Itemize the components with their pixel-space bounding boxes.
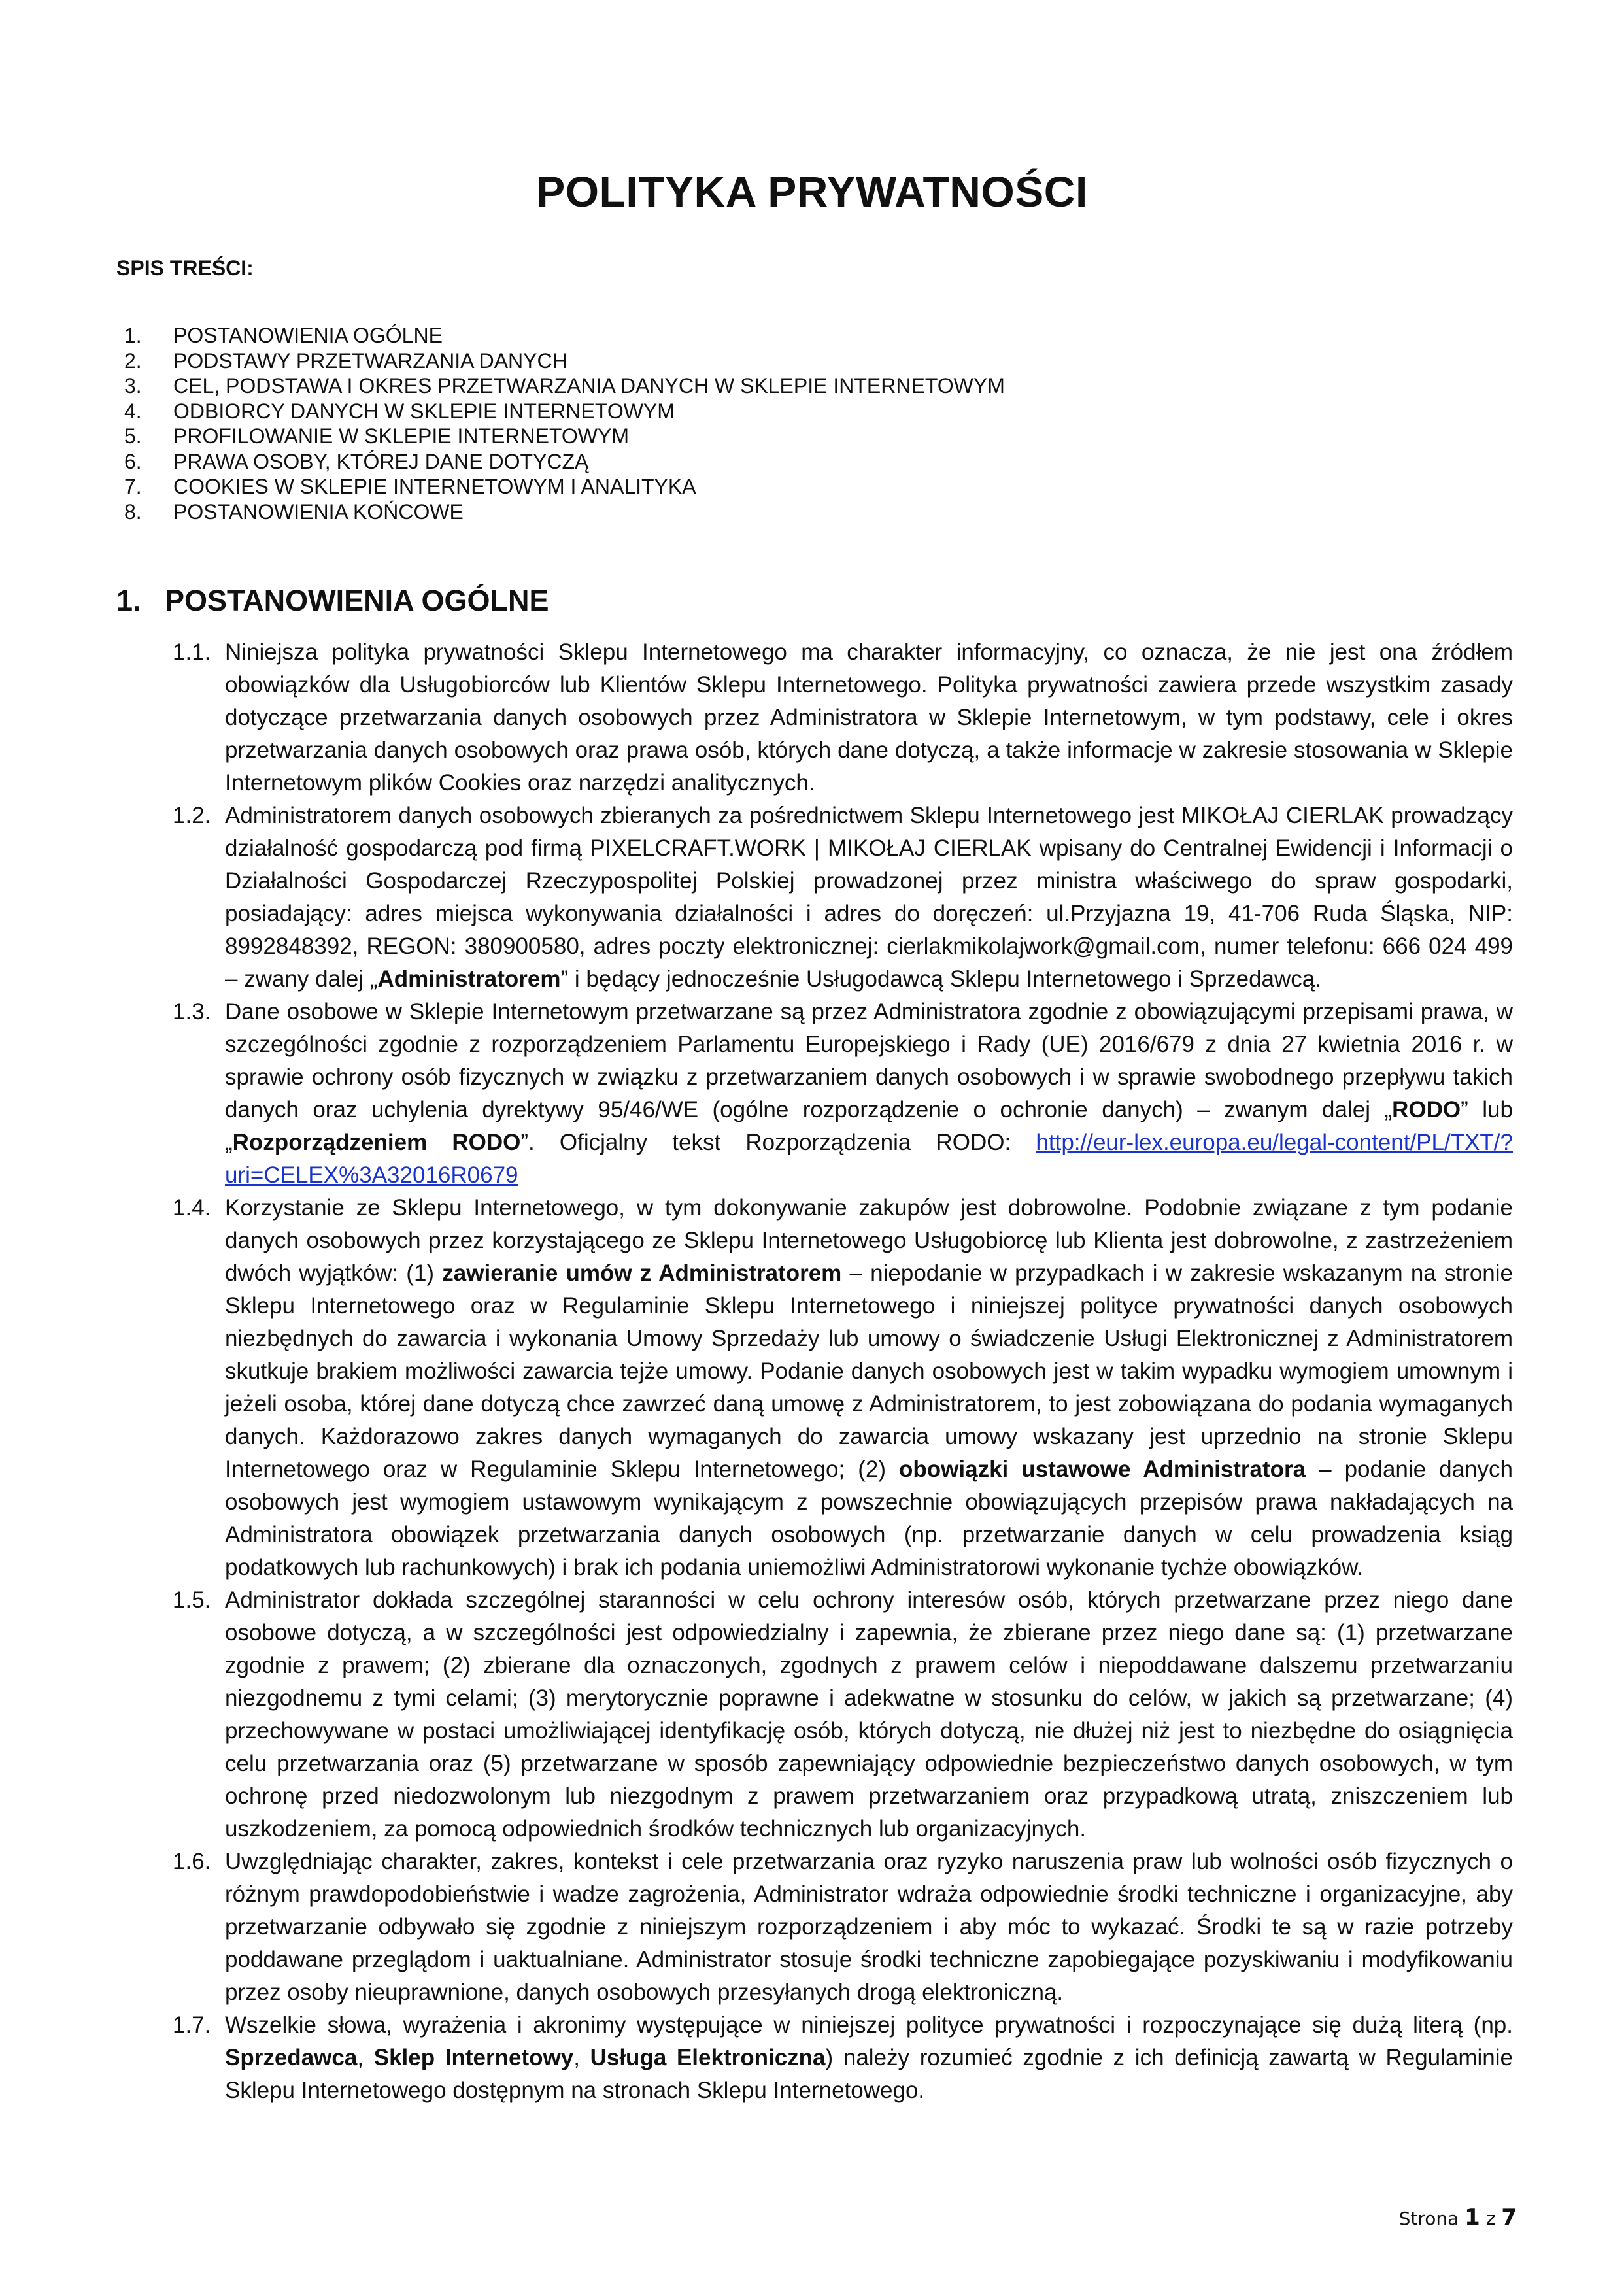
toc-item-number: 6. <box>124 449 142 473</box>
page-number-prefix: Strona <box>1398 2208 1465 2229</box>
toc-item-number: 4. <box>124 399 142 423</box>
bold-term: Rozporządzeniem RODO <box>232 1130 521 1155</box>
paragraph-text: Niniejsza polityka prywatności Sklepu Internetowego ma charakter informacyjny, co oznacza, że nie jest ona źródłem obowiązków dla Usługobiorców lub Klientów Sklepu Internetowego. Polityka prywatności zawiera przede wszystkim zasady dotyczące przetwarzania danych osobowych przez Administratora w Sklepie Internetowym, w tym podstawy, cele i okres przetwarzania danych osobowych oraz prawa osób, których dane dotyczą, a także informacje w zakresie stosowania w Sklepie Internetowym plików Cookies oraz narzędzi analitycznych. <box>225 639 1513 796</box>
paragraph-number: 1.6. <box>173 1849 211 1874</box>
paragraph-text: ” lub „ <box>225 1097 1513 1155</box>
toc-item <box>124 373 1005 399</box>
bold-term: obowiązki ustawowe Administratora <box>899 1457 1306 1482</box>
toc-item <box>124 399 1005 424</box>
paragraph-text: ”. Oficjalny tekst Rozporządzenia RODO: <box>520 1130 1036 1155</box>
toc-heading: SPIS TREŚCI: <box>116 256 254 280</box>
toc-item-number: 1. <box>124 324 142 347</box>
paragraph-number: 1.4. <box>173 1195 211 1221</box>
bold-term: zawieranie umów z Administratorem <box>442 1260 842 1286</box>
paragraph-1-6 <box>173 1846 1513 2009</box>
page-number-total: 7 <box>1501 2204 1517 2231</box>
paragraph-text: Dane osobowe w Sklepie Internetowym przetwarzane są przez Administratora zgodnie z obowiązującymi przepisami prawa, w szczególności zgodnie z rozporządzeniem Parlamentu Europejskiego i Rady (UE) 2016/679 z dnia 27 kwietnia 2016 r. w sprawie ochrony osób fizycznych w związku z przetwarzaniem danych osobowych i w sprawie swobodnego przepływu takich danych oraz uchylenia dyrektywy 95/46/WE (ogólne rozporządzenie o ochronie danych) – zwanym dalej „ <box>225 999 1513 1122</box>
separator-text: , <box>573 2045 590 2070</box>
paragraph-1-2 <box>173 800 1513 996</box>
section-body <box>173 636 1513 2107</box>
paragraph-number: 1.7. <box>173 2012 211 2038</box>
toc-item-number: 3. <box>124 374 142 397</box>
toc-item <box>124 424 1005 449</box>
toc-item-label: POSTANOWIENIA OGÓLNE <box>173 324 443 347</box>
paragraph-text: – niepodanie w przypadkach i w zakresie wskazanym na stronie Sklepu Internetowego oraz w Regulaminie Sklepu Internetowego i niniejszej polityce prywatności danych osobowych niezbędnych do zawarcia i wykonania Umowy Sprzedaży lub umowy o świadczenie Usługi Elektronicznej z Administratorem skutkuje brakiem możliwości zawarcia tejże umowy. Podanie danych osobowych jest w takim wypadku wymogiem umownym i jeżeli osoba, której dane dotyczą chce zawrzeć daną umowę z Administratorem, to jest zobowiązana do podania wymaganych danych. Każdorazowo zakres danych wymaganych do zawarcia umowy wskazany jest uprzednio na stronie Sklepu Internetowego oraz w Regulaminie Sklepu Internetowego; (2) <box>225 1260 1514 1482</box>
bold-term: Sklep Internetowy <box>373 2045 574 2070</box>
paragraph-1-4 <box>173 1192 1513 1584</box>
paragraph-number: 1.3. <box>173 999 211 1024</box>
toc-item <box>124 499 1005 525</box>
paragraph-text: Wszelkie słowa, wyrażenia i akronimy występujące w niniejszej polityce prywatności i rozpoczynające się dużą literą (np. <box>225 2012 1513 2038</box>
paragraph-text: Administrator dokłada szczególnej staranności w celu ochrony interesów osób, których przetwarzane przez niego dane osobowe dotyczą, a w szczególności jest odpowiedzialny i zapewnia, że zbierane przez niego dane są: (1) przetwarzane zgodnie z prawem; (2) zbierane dla oznaczonych, zgodnych z prawem celów i niepoddawane dalszemu przetwarzaniu niezgodnemu z tymi celami; (3) merytorycznie poprawne i adekwatne w stosunku do celów, w jakich są przetwarzane; (4) przechowywane w postaci umożliwiającej identyfikację osób, których dotyczą, nie dłużej niż jest to niezbędne do osiągnięcia celu przetwarzania oraz (5) przetwarzane w sposób zapewniający odpowiednie bezpieczeństwo danych osobowych, w tym ochronę przed niedozwolonym lub niezgodnym z prawem przetwarzaniem oraz przypadkową utratą, zniszczeniem lub uszkodzeniem, za pomocą odpowiednich środków technicznych lub organizacyjnych. <box>225 1587 1513 1842</box>
toc-item-label: ODBIORCY DANYCH W SKLEPIE INTERNETOWYM <box>173 399 675 423</box>
paragraph-1-3 <box>173 996 1513 1192</box>
paragraph-text: – podanie danych osobowych jest wymogiem ustawowym wynikającym z powszechnie obowiązujących przepisów prawa nakładających na Administratora obowiązek przetwarzania danych osobowych (np. przetwarzanie danych w celu prowadzenia ksiąg podatkowych lub rachunkowych) i brak ich podania uniemożliwi Administratorowi wykonanie tychże obowiązków. <box>225 1457 1513 1580</box>
toc-item <box>124 474 1005 499</box>
paragraph-1-7 <box>173 2009 1513 2107</box>
page-number <box>1399 2204 1517 2231</box>
separator-text: , <box>357 2045 374 2070</box>
toc-item <box>124 323 1005 348</box>
toc-item-label: CEL, PODSTAWA I OKRES PRZETWARZANIA DANYCH W SKLEPIE INTERNETOWYM <box>173 374 1005 397</box>
paragraph-text: Administratorem danych osobowych zbieranych za pośrednictwem Sklepu Internetowego jest MIKOŁAJ CIERLAK prowadzący działalność gospodarczą pod firmą PIXELCRAFT.WORK | MIKOŁAJ CIERLAK wpisany do Centralnej Ewidencji i Informacji o Działalności Gospodarczej Rzeczypospolitej Polskiej prowadzonej przez ministra właściwego do spraw gospodarki, posiadający: adres miejsca wykonywania działalności i adres do doręczeń: ul.Przyjazna 19, 41-706 Ruda Śląska, NIP: 8992848392, REGON: 380900580, adres poczty elektronicznej: cierlakmikolajwork@gmail.com, numer telefonu: 666 024 499 – zwany dalej „ <box>225 803 1513 992</box>
paragraph-text: ” i będący jednocześnie Usługodawcą Sklepu Internetowego i Sprzedawcą. <box>560 966 1321 992</box>
bold-term: RODO <box>1392 1097 1461 1122</box>
page-number-sep: z <box>1480 2208 1502 2229</box>
toc-item-number: 7. <box>124 475 142 498</box>
toc-item-label: PODSTAWY PRZETWARZANIA DANYCH <box>173 348 567 373</box>
rodo-link[interactable]: http://eur-lex.europa.eu/legal-content/PL/TXT/?uri=CELEX%3A32016R0679 <box>225 1130 1513 1188</box>
toc-item-label: PROFILOWANIE W SKLEPIE INTERNETOWYM <box>173 424 629 448</box>
toc-item-label: COOKIES W SKLEPIE INTERNETOWYM I ANALITYKA <box>173 475 696 498</box>
bold-term: Administratorem <box>377 966 561 992</box>
toc-item <box>124 348 1005 374</box>
toc-item-label: POSTANOWIENIA KOŃCOWE <box>173 499 464 524</box>
paragraph-1-1 <box>173 636 1513 800</box>
toc-item-number: 8. <box>124 499 142 524</box>
paragraph-1-5 <box>173 1584 1513 1846</box>
section-title: POSTANOWIENIA OGÓLNE <box>165 584 549 617</box>
toc-item-label: PRAWA OSOBY, KTÓREJ DANE DOTYCZĄ <box>173 449 589 473</box>
bold-term: Usługa Elektroniczna <box>590 2045 826 2070</box>
toc-item-number: 5. <box>124 424 142 448</box>
toc-item <box>124 449 1005 475</box>
page-number-current: 1 <box>1464 2204 1480 2231</box>
paragraph-text: Korzystanie ze Sklepu Internetowego, w tym dokonywanie zakupów jest dobrowolne. Podobnie związane z tym podanie danych osobowych przez korzystającego ze Sklepu Internetowego Usługobiorcę lub Klienta jest dobrowolne, z zastrzeżeniem dwóch wyjątków: (1) <box>225 1195 1513 1286</box>
toc-item-number: 2. <box>124 348 142 373</box>
paragraph-number: 1.5. <box>173 1587 211 1613</box>
section-number: 1. <box>116 584 141 617</box>
page-title: POLITYKA PRYWATNOŚCI <box>536 167 1088 216</box>
table-of-contents <box>124 323 1005 524</box>
section-heading <box>116 584 549 618</box>
paragraph-text: Uwzględniając charakter, zakres, kontekst i cele przetwarzania oraz ryzyko naruszenia praw lub wolności osób fizycznych o różnym prawdopodobieństwie i wadze zagrożenia, Administrator wdraża odpowiednie środki techniczne i organizacyjne, aby przetwarzanie odbywało się zgodnie z niniejszym rozporządzeniem i aby móc to wykazać. Środki te są w razie potrzeby poddawane przeglądom i uaktualniane. Administrator stosuje środki techniczne zapobiegające pozyskiwaniu i modyfikowaniu przez osoby nieuprawnione, danych osobowych przesyłanych drogą elektroniczną. <box>225 1849 1513 2005</box>
paragraph-number: 1.1. <box>173 639 211 665</box>
paragraph-text: ) należy rozumieć zgodnie z ich definicją zawartą w Regulaminie Sklepu Internetowego dostępnym na stronach Sklepu Internetowego. <box>225 2045 1514 2103</box>
paragraph-number: 1.2. <box>173 803 211 828</box>
bold-term: Sprzedawca <box>225 2045 358 2070</box>
